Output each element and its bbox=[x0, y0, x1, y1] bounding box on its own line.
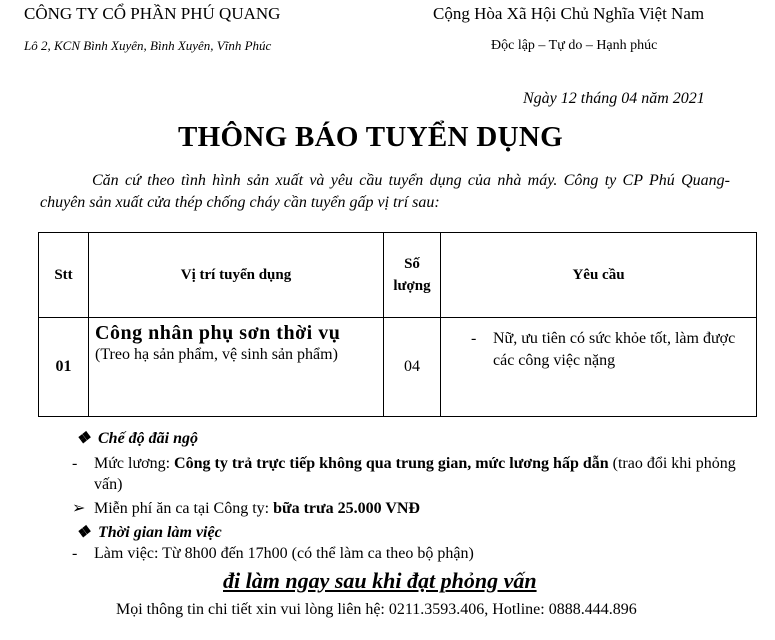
national-motto: Độc lập – Tự do – Hạnh phúc bbox=[491, 38, 658, 53]
diamond-bullet-icon: ❖ bbox=[76, 430, 91, 447]
header-requirements: Yêu cầu bbox=[441, 233, 757, 318]
header-quantity-line2: lượng bbox=[393, 278, 431, 294]
dash-marker: - bbox=[471, 330, 477, 347]
document-date: Ngày 12 tháng 04 năm 2021 bbox=[523, 90, 705, 107]
salary-value: Công ty trả trực tiếp không qua trung gian, mức lương hấp dẫn bbox=[174, 455, 609, 472]
salary-item bbox=[72, 453, 742, 495]
company-address: Lô 2, KCN Bình Xuyên, Bình Xuyên, Vĩnh Phúc bbox=[24, 38, 272, 53]
diamond-bullet-icon: ❖ bbox=[76, 524, 91, 541]
table-header-row bbox=[39, 233, 757, 318]
job-table bbox=[38, 232, 757, 417]
page-title: THÔNG BÁO TUYỂN DỤNG bbox=[178, 121, 563, 153]
row-stt: 01 bbox=[39, 318, 89, 417]
row-requirements bbox=[441, 318, 757, 417]
company-name: CÔNG TY CỔ PHẦN PHÚ QUANG bbox=[24, 4, 281, 23]
header-quantity bbox=[384, 233, 441, 318]
meal-item bbox=[72, 498, 420, 518]
arrow-bullet-icon: ➢ bbox=[72, 500, 86, 517]
salary-label: Mức lương: bbox=[94, 455, 171, 472]
callout-text: đi làm ngay sau khi đạt phỏng vấn bbox=[223, 568, 537, 593]
header-stt: Stt bbox=[39, 233, 89, 318]
contact-line: Mọi thông tin chi tiết xin vui lòng liên hệ: 0211.3593.406, Hotline: 0888.444.896 bbox=[116, 601, 637, 618]
schedule-text: Làm việc: Từ 8h00 đến 17h00 (có thể làm ca theo bộ phận) bbox=[94, 545, 474, 562]
dash-marker: - bbox=[72, 455, 78, 472]
dash-marker: - bbox=[72, 545, 78, 562]
header-position: Vị trí tuyển dụng bbox=[89, 233, 384, 318]
schedule-item bbox=[72, 545, 474, 563]
salary-note: (trao đổi khi phỏng vấn) bbox=[94, 455, 736, 493]
benefits-heading bbox=[76, 428, 198, 448]
meal-label: Miễn phí ăn ca tại Công ty: bbox=[94, 500, 270, 517]
meal-value: bữa trưa 25.000 VNĐ bbox=[273, 500, 420, 517]
national-title: Cộng Hòa Xã Hội Chủ Nghĩa Việt Nam bbox=[433, 4, 705, 23]
position-title: Công nhân phụ sơn thời vụ bbox=[95, 322, 341, 344]
row-quantity: 04 bbox=[384, 318, 441, 417]
header-quantity-line1: Số bbox=[404, 256, 420, 272]
intro-paragraph: Căn cứ theo tình hình sản xuất và yêu cầu tuyển dụng của nhà máy. Công ty CP Phú Quang- chuyên sản xuất cửa thép chống cháy cần tuyển gấp vị trí sau: bbox=[40, 172, 730, 211]
row-position bbox=[89, 318, 384, 417]
table-row bbox=[39, 318, 757, 417]
benefits-heading-text: Chế độ đãi ngộ bbox=[98, 430, 199, 447]
schedule-heading bbox=[76, 522, 222, 542]
position-note: (Treo hạ sản phẩm, vệ sinh sản phẩm) bbox=[95, 346, 338, 363]
requirement-text: Nữ, ưu tiên có sức khỏe tốt, làm được các công việc nặng bbox=[493, 330, 736, 369]
schedule-heading-text: Thời gian làm việc bbox=[98, 524, 222, 541]
